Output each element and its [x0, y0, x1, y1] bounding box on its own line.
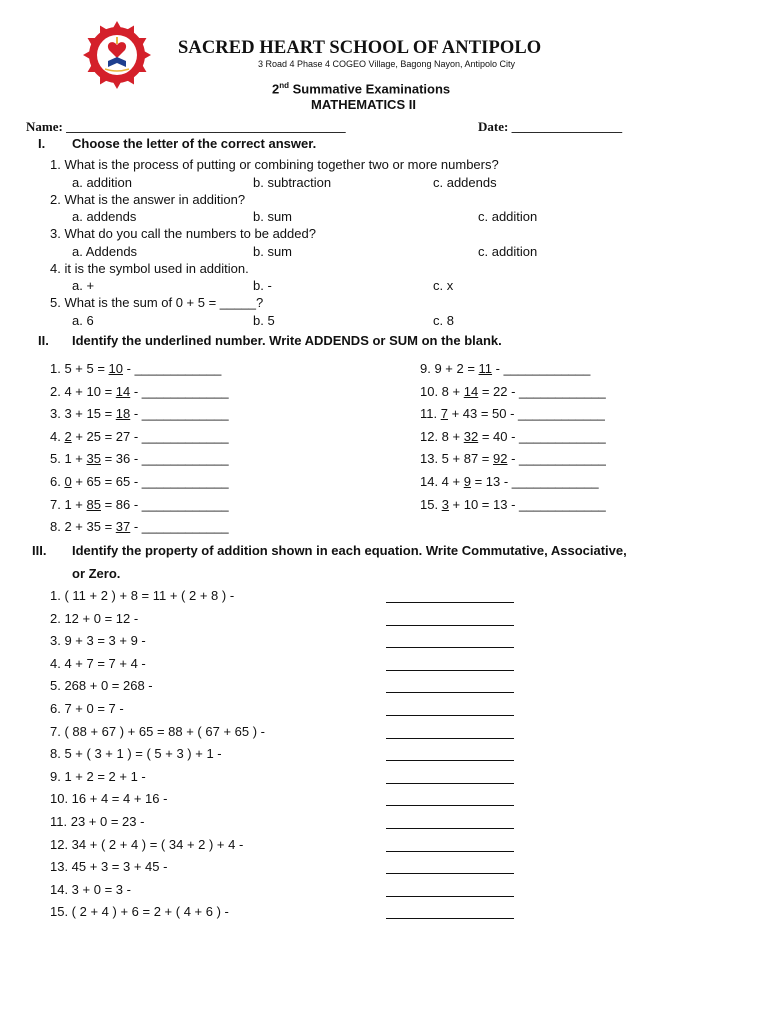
- part2-instruction: Identify the underlined number. Write ADDENDS or SUM on the blank.: [72, 333, 502, 348]
- exam-title: [272, 81, 450, 96]
- identify-item: [420, 497, 606, 512]
- subject-title: MATHEMATICS II: [311, 97, 416, 112]
- identify-suffix-blank[interactable]: = 13 - ____________: [470, 474, 599, 489]
- identify-prefix: 8. 2 + 35 =: [50, 519, 116, 535]
- exam-title-text: Summative Examinations: [289, 81, 451, 97]
- identify-prefix: 9. 9 + 2 =: [420, 361, 479, 376]
- underlined-number: 14: [115, 383, 131, 399]
- identify-prefix: 11.: [420, 406, 441, 422]
- answer-blank[interactable]: [386, 625, 514, 626]
- answer-blank[interactable]: [386, 805, 514, 806]
- identify-prefix: 5. 1 +: [50, 451, 87, 467]
- answer-blank[interactable]: [386, 602, 514, 603]
- underlined-number: 3: [441, 496, 449, 512]
- choice-c[interactable]: c. addends: [433, 174, 497, 190]
- question-text: 5. What is the sum of 0 + 5 = _____?: [50, 295, 264, 311]
- choice-c[interactable]: c. addition: [478, 243, 538, 259]
- property-equation: 11. 23 + 0 = 23 -: [50, 814, 145, 829]
- question-text: 1. What is the process of putting or combining together two or more numbers?: [50, 157, 499, 172]
- underlined-number: 9: [463, 474, 471, 489]
- identify-item: [50, 429, 229, 444]
- part1-instruction: Choose the letter of the correct answer.: [72, 136, 317, 151]
- identify-suffix-blank[interactable]: - ____________: [130, 519, 229, 535]
- identify-prefix: 10. 8 +: [420, 383, 464, 399]
- question-text: 2. What is the answer in addition?: [50, 191, 246, 207]
- property-equation: 6. 7 + 0 = 7 -: [50, 701, 124, 716]
- identify-suffix-blank[interactable]: = 40 - ____________: [478, 428, 606, 444]
- answer-blank[interactable]: [386, 873, 514, 874]
- property-equation: 12. 34 + ( 2 + 4 ) = ( 34 + 2 ) + 4 -: [50, 836, 244, 852]
- part3-instruction-line2: or Zero.: [72, 566, 121, 581]
- school-logo: [82, 20, 152, 90]
- identify-item: [420, 361, 590, 376]
- part1-numeral: I.: [38, 136, 46, 151]
- underlined-number: 11: [478, 361, 493, 376]
- underlined-number: 18: [115, 406, 131, 422]
- answer-blank[interactable]: [386, 783, 514, 784]
- property-equation: 2. 12 + 0 = 12 -: [50, 610, 139, 626]
- choice-b[interactable]: b. sum: [253, 209, 293, 225]
- property-equation: 14. 3 + 0 = 3 -: [50, 881, 131, 897]
- identify-item: [420, 451, 606, 466]
- property-equation: 10. 16 + 4 = 4 + 16 -: [50, 791, 168, 807]
- identify-suffix-blank[interactable]: - ____________: [507, 451, 606, 467]
- property-equation: 13. 45 + 3 = 3 + 45 -: [50, 859, 168, 875]
- date-field[interactable]: Date: _________________: [478, 119, 623, 134]
- property-equation: 8. 5 + ( 3 + 1 ) = ( 5 + 3 ) + 1 -: [50, 746, 222, 762]
- property-equation: 4. 4 + 7 = 7 + 4 -: [50, 655, 146, 671]
- identify-prefix: 4.: [50, 428, 65, 444]
- underlined-number: 37: [115, 519, 131, 535]
- underlined-number: 7: [440, 406, 448, 422]
- choice-a[interactable]: a. addends: [72, 209, 137, 225]
- answer-blank[interactable]: [386, 647, 514, 648]
- choice-a[interactable]: a. 6: [72, 312, 94, 328]
- answer-blank[interactable]: [386, 851, 514, 852]
- identify-suffix-blank[interactable]: + 10 = 13 - ____________: [448, 496, 606, 512]
- part3-numeral: III.: [32, 543, 47, 558]
- identify-prefix: 15.: [420, 496, 442, 512]
- identify-item: [420, 384, 606, 399]
- question-text: 3. What do you call the numbers to be added?: [50, 226, 316, 242]
- underlined-number: 92: [493, 451, 508, 467]
- underlined-number: 2: [64, 428, 72, 444]
- answer-blank[interactable]: [386, 715, 514, 716]
- property-equation: 3. 9 + 3 = 3 + 9 -: [50, 633, 146, 649]
- identify-prefix: 12. 8 +: [420, 428, 464, 444]
- choice-a[interactable]: a. Addends: [72, 243, 138, 259]
- underlined-number: 10: [108, 361, 124, 376]
- answer-blank[interactable]: [386, 760, 514, 761]
- identify-item: [50, 451, 229, 466]
- identify-item: [420, 406, 605, 421]
- exam-ordinal-suffix: nd: [279, 81, 290, 90]
- identify-prefix: 2. 4 + 10 =: [50, 383, 116, 399]
- identify-suffix-blank[interactable]: - ____________: [123, 361, 222, 376]
- identify-item: [50, 497, 229, 512]
- choice-c[interactable]: c. addition: [478, 209, 538, 225]
- identify-prefix: 7. 1 +: [50, 496, 87, 512]
- choice-b[interactable]: b. sum: [253, 243, 293, 259]
- choice-b[interactable]: b. subtraction: [253, 174, 332, 190]
- answer-blank[interactable]: [386, 738, 514, 739]
- identify-item: [420, 429, 606, 444]
- answer-blank[interactable]: [386, 670, 514, 671]
- answer-blank[interactable]: [386, 918, 514, 919]
- choice-a[interactable]: a. addition: [72, 174, 132, 190]
- identify-suffix-blank[interactable]: = 36 - ____________: [100, 451, 229, 467]
- part2-numeral: II.: [38, 333, 49, 348]
- identify-prefix: 13. 5 + 87 =: [420, 451, 494, 467]
- identify-suffix-blank[interactable]: = 22 - ____________: [478, 383, 606, 399]
- identify-suffix-blank[interactable]: + 25 = 27 - ____________: [71, 428, 229, 444]
- school-address: 3 Road 4 Phase 4 COGEO Village, Bagong Nayon, Antipolo City: [258, 59, 515, 69]
- identify-suffix-blank[interactable]: + 43 = 50 - ____________: [447, 406, 605, 422]
- school-name: SACRED HEART SCHOOL OF ANTIPOLO: [178, 38, 542, 58]
- answer-blank[interactable]: [386, 692, 514, 693]
- underlined-number: 14: [463, 383, 479, 399]
- underlined-number: 35: [86, 451, 101, 467]
- identify-prefix: 3. 3 + 15 =: [50, 406, 116, 422]
- answer-blank[interactable]: [386, 896, 514, 897]
- choice-b[interactable]: b. -: [253, 278, 272, 294]
- exam-ordinal: 2: [272, 81, 280, 97]
- identify-item: [50, 519, 229, 534]
- underlined-number: 0: [64, 474, 72, 489]
- identify-item: [420, 474, 599, 489]
- underlined-number: 32: [463, 428, 479, 444]
- identify-prefix: 1. 5 + 5 =: [50, 361, 109, 376]
- identify-suffix-blank[interactable]: - ____________: [492, 361, 591, 376]
- identify-suffix-blank[interactable]: + 65 = 65 - ____________: [71, 474, 229, 489]
- property-equation: 1. ( 11 + 2 ) + 8 = 11 + ( 2 + 8 ) -: [50, 588, 235, 603]
- property-equation: 5. 268 + 0 = 268 -: [50, 678, 153, 694]
- identify-item: [50, 384, 229, 399]
- identify-suffix-blank[interactable]: = 86 - ____________: [100, 496, 229, 512]
- choice-b[interactable]: b. 5: [253, 312, 275, 328]
- identify-prefix: 6.: [50, 474, 65, 489]
- identify-suffix-blank[interactable]: - ____________: [130, 383, 229, 399]
- question-text: 4. it is the symbol used in addition.: [50, 260, 249, 276]
- identify-item: [50, 406, 229, 421]
- choice-a[interactable]: a. +: [72, 278, 95, 294]
- property-equation: 9. 1 + 2 = 2 + 1 -: [50, 768, 146, 784]
- property-equation: 15. ( 2 + 4 ) + 6 = 2 + ( 4 + 6 ) -: [50, 904, 229, 920]
- identify-prefix: 14. 4 +: [420, 474, 464, 489]
- property-equation: 7. ( 88 + 67 ) + 65 = 88 + ( 67 + 65 ) -: [50, 723, 265, 739]
- name-field[interactable]: Name: ___________________________________________: [26, 119, 346, 134]
- identify-item: [50, 361, 221, 376]
- part3-instruction-line1: Identify the property of addition shown in each equation. Write Commutative, Associative,: [72, 543, 627, 558]
- choice-c[interactable]: c. 8: [433, 312, 454, 328]
- identify-item: [50, 474, 229, 489]
- identify-suffix-blank[interactable]: - ____________: [130, 406, 229, 422]
- answer-blank[interactable]: [386, 828, 514, 829]
- choice-c[interactable]: c. x: [433, 278, 454, 294]
- underlined-number: 85: [86, 496, 101, 512]
